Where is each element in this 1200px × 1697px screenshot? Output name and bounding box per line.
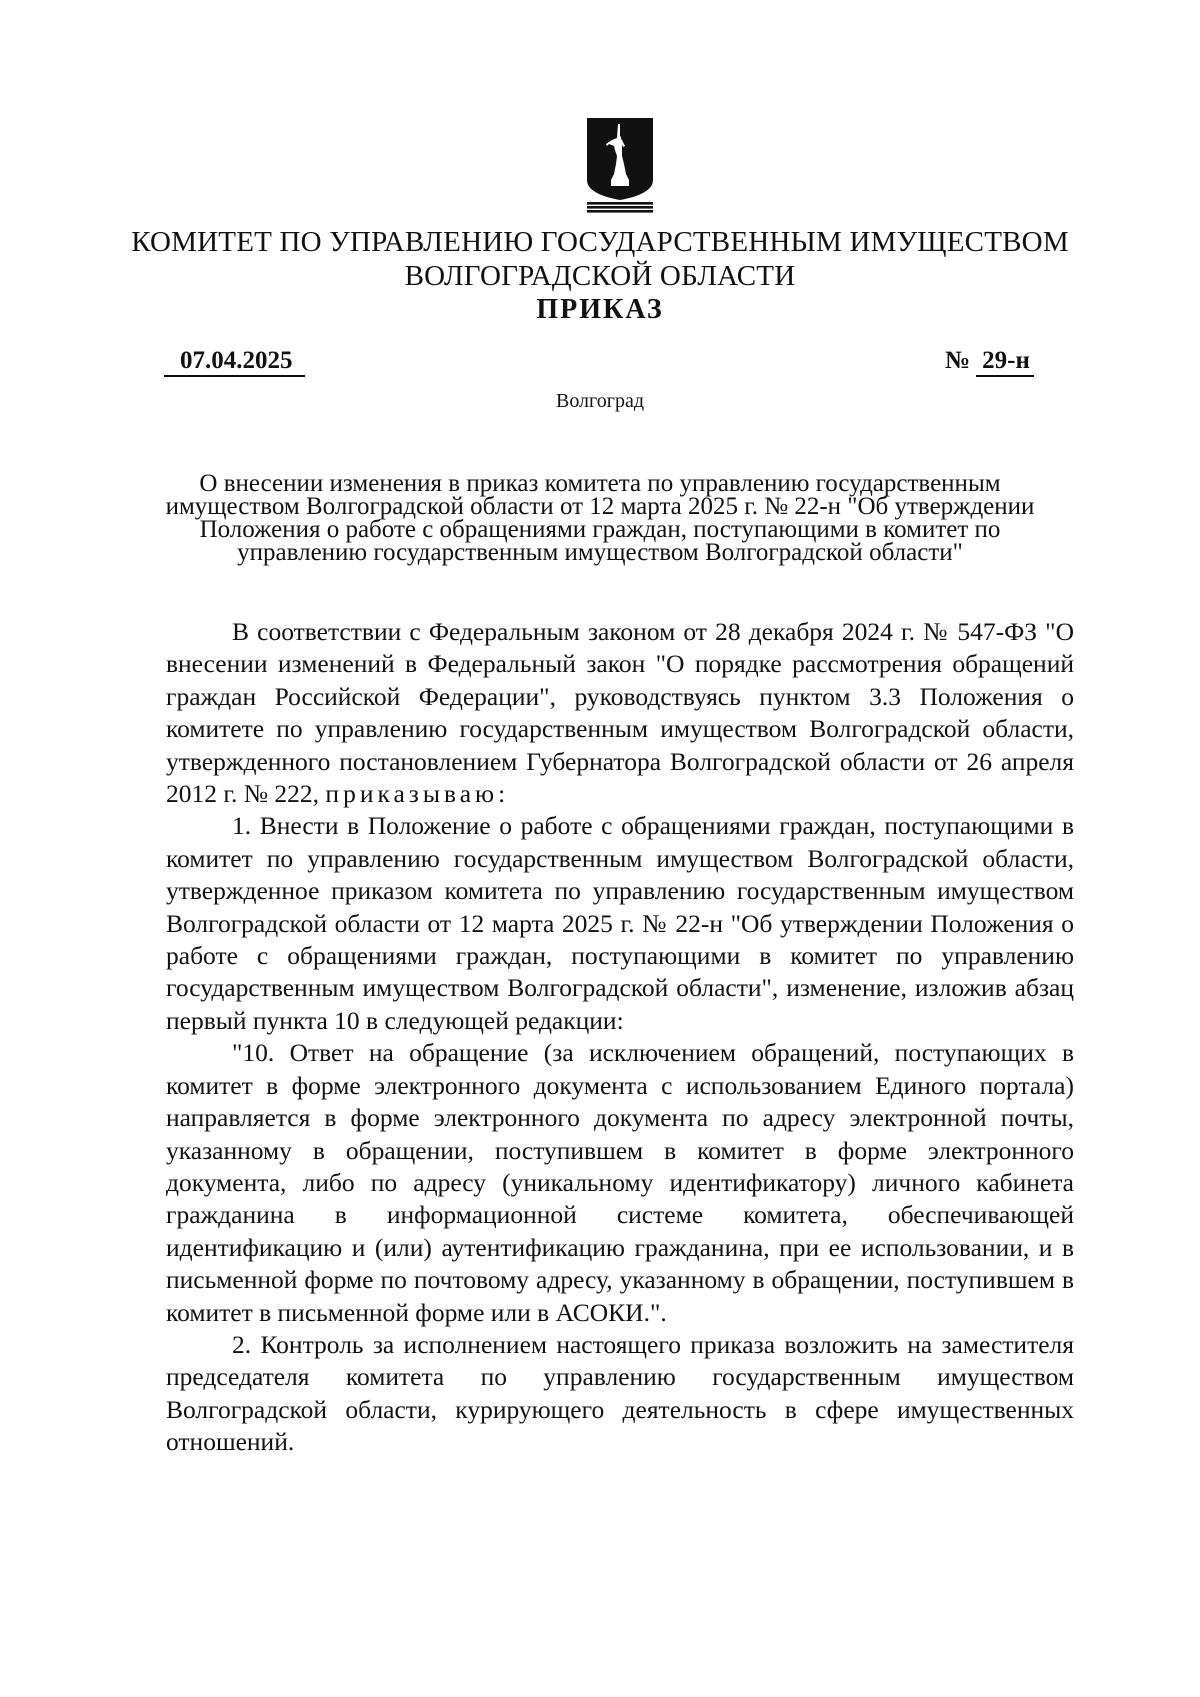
document-date: 07.04.2025 — [164, 347, 305, 377]
document-type: ПРИКАЗ — [536, 294, 664, 325]
intro-text: В соответствии с Федеральным законом от 28 декабря 2024 г. № 547-ФЗ "О внесении изменений в Федеральный закон "О порядке рассмотрения обращений граждан Российской Федерации", руководствуясь пунктом 3.3 Положения о комитете по управлению государственным имуществом Волгоградской области, утвержденного постановлением Губернатора Волгоградской области от 26 апреля 2012 г. № 222, — [166, 617, 1074, 809]
organization-name-line1: КОМИТЕТ ПО УПРАВЛЕНИЮ ГОСУДАРСТВЕННЫМ ИМУЩЕСТВОМ — [131, 226, 1069, 258]
document-number-block — [945, 347, 1034, 377]
quoted-amendment-paragraph: "10. Ответ на обращение (за исключением обращений, поступающих в комитет в форме электронного документа с использованием Единого портала) направляется в форме электронного документа по адресу электронной почты, указанному в обращении, поступившем в комитет в форме электронного документа, либо по адресу (уникальному идентификатору) личного кабинета гражданина в информационной системе комитета, обеспечивающей идентификацию и (или) аутентификацию гражданина, при ее использовании, и в письменной форме по почтовому адресу, указанному в обращении, поступившем в комитет в письменной форме или в АСОКИ.". — [166, 1038, 1074, 1327]
intro-paragraph — [166, 616, 1074, 810]
coat-of-arms-icon — [585, 116, 655, 214]
order-word: приказываю: — [325, 779, 510, 809]
item-1-paragraph: 1. Внести в Положение о работе с обращениями граждан, поступающими в комитет по управлению государственным имуществом Волгоградской области, утвержденное приказом комитета по управлению государственным имуществом Волгоградской области от 12 марта 2025 г. № 22-н "Об утверждении Положения о работе с обращениями граждан, поступающими в комитет по управлению государственным имуществом Волгоградской области", изменение, изложив абзац первый пункта 10 в следующей редакции: — [166, 811, 1074, 1035]
number-sign: № — [945, 347, 971, 374]
city-name: Волгоград — [555, 390, 645, 412]
organization-name-line2: ВОЛГОГРАДСКОЙ ОБЛАСТИ — [404, 260, 796, 292]
document-subject: О внесении изменения в приказ комитета по управлению государственным имуществом Волгоградской области от 12 марта 2025 г. № 22-н "Об утверждении Положения о работе с обращениями граждан, поступающими в комитет по управлению государственным имуществом Волгоградской области" — [165, 470, 1035, 566]
item-2-paragraph: 2. Контроль за исполнением настоящего приказа возложить на заместителя председателя комитета по управлению государственным имуществом Волгоградской области, курирующего деятельность в сфере имущественных отношений. — [166, 1329, 1074, 1457]
document-number: 29-н — [976, 347, 1034, 377]
document-body — [166, 616, 1074, 1459]
